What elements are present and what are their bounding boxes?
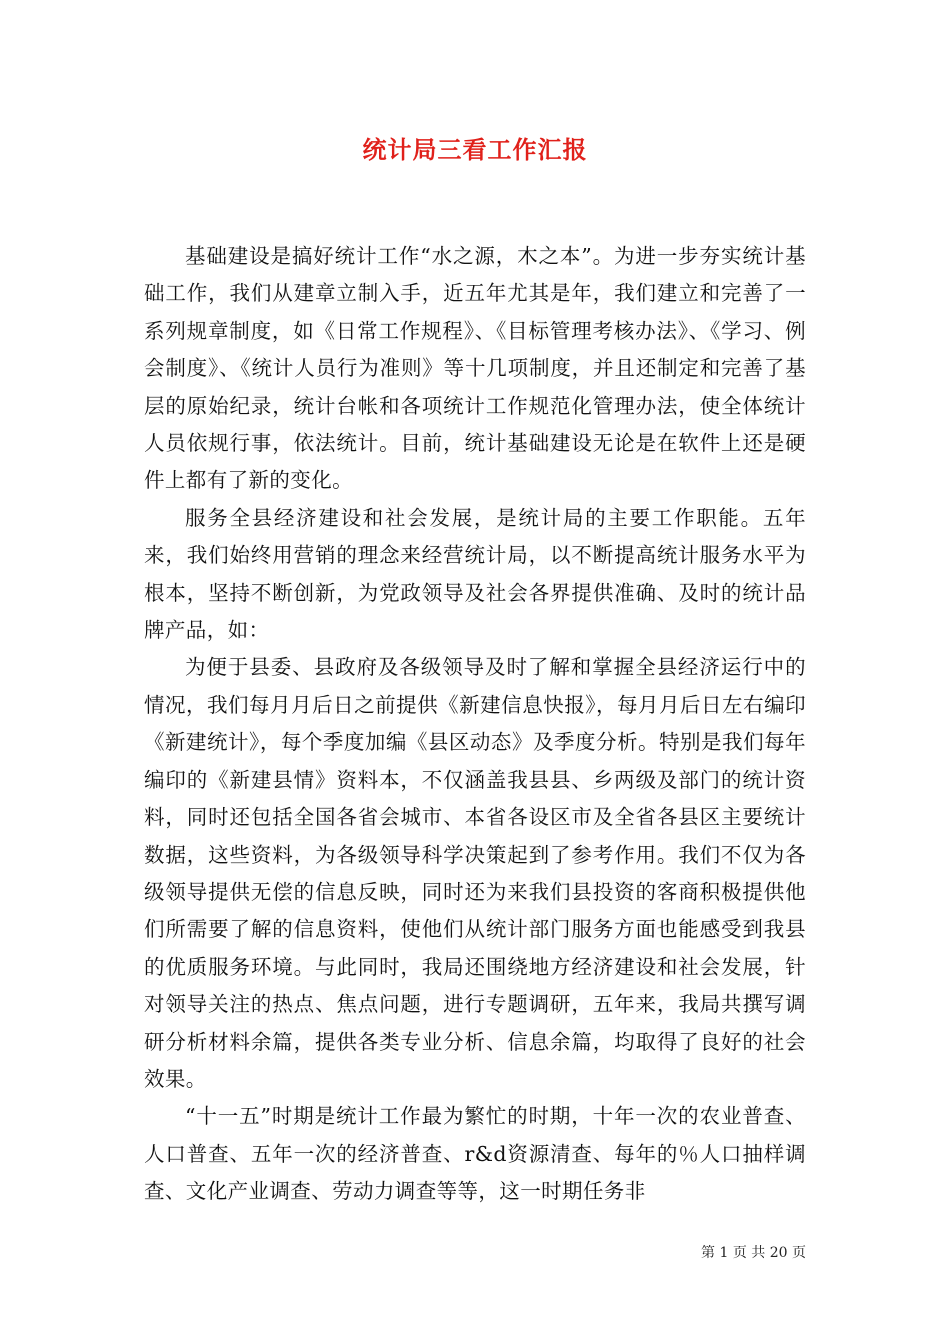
page-number-footer: 第 1 页 共 20 页: [701, 1245, 806, 1261]
document-title: 统计局三看工作汇报: [362, 135, 588, 164]
paragraph-2: 服务全县经济建设和社会发展，是统计局的主要工作职能。五年来，我们始终用营销的理念来经营统计局，以不断提高统计服务水平为根本，坚持不断创新，为党政领导及社会各界提供准确、及时的统计品牌产品，如：: [144, 505, 806, 643]
paragraph-4: “十一五”时期是统计工作最为繁忙的时期，十年一次的农业普查、人口普查、五年一次的经济普查、r&d资源清查、每年的％人口抽样调查、文化产业调查、劳动力调查等等，这一时期任务非: [144, 1104, 806, 1204]
paragraph-1: 基础建设是搞好统计工作“水之源，木之本”。为进一步夯实统计基础工作，我们从建章立制入手，近五年尤其是年，我们建立和完善了一系列规章制度，如《日常工作规程》、《目标管理考核办法》、《学习、例会制度》、《统计人员行为准则》等十几项制度，并且还制定和完善了基层的原始纪录，统计台帐和各项统计工作规范化管理办法，使全体统计人员依规行事，依法统计。目前，统计基础建设无论是在软件上还是硬件上都有了新的变化。: [144, 244, 806, 493]
paragraph-3: 为便于县委、县政府及各级领导及时了解和掌握全县经济运行中的情况，我们每月月后日之前提供《新建信息快报》，每月月后日左右编印《新建统计》，每个季度加编《县区动态》及季度分析。特别是我们每年编印的《新建县情》资料本，不仅涵盖我县县、乡两级及部门的统计资料，同时还包括全国各省会城市、本省各设区市及全省各县区主要统计数据，这些资料，为各级领导科学决策起到了参考作用。我们不仅为各级领导提供无偿的信息反映，同时还为来我们县投资的客商积极提供他们所需要了解的信息资料，使他们从统计部门服务方面也能感受到我县的优质服务环境。与此同时，我局还围绕地方经济建设和社会发展，针对领导关注的热点、焦点问题，进行专题调研，五年来，我局共撰写调研分析材料余篇，提供各类专业分析、信息余篇，均取得了良好的社会效果。: [144, 655, 806, 1091]
document-body: [144, 238, 806, 1211]
